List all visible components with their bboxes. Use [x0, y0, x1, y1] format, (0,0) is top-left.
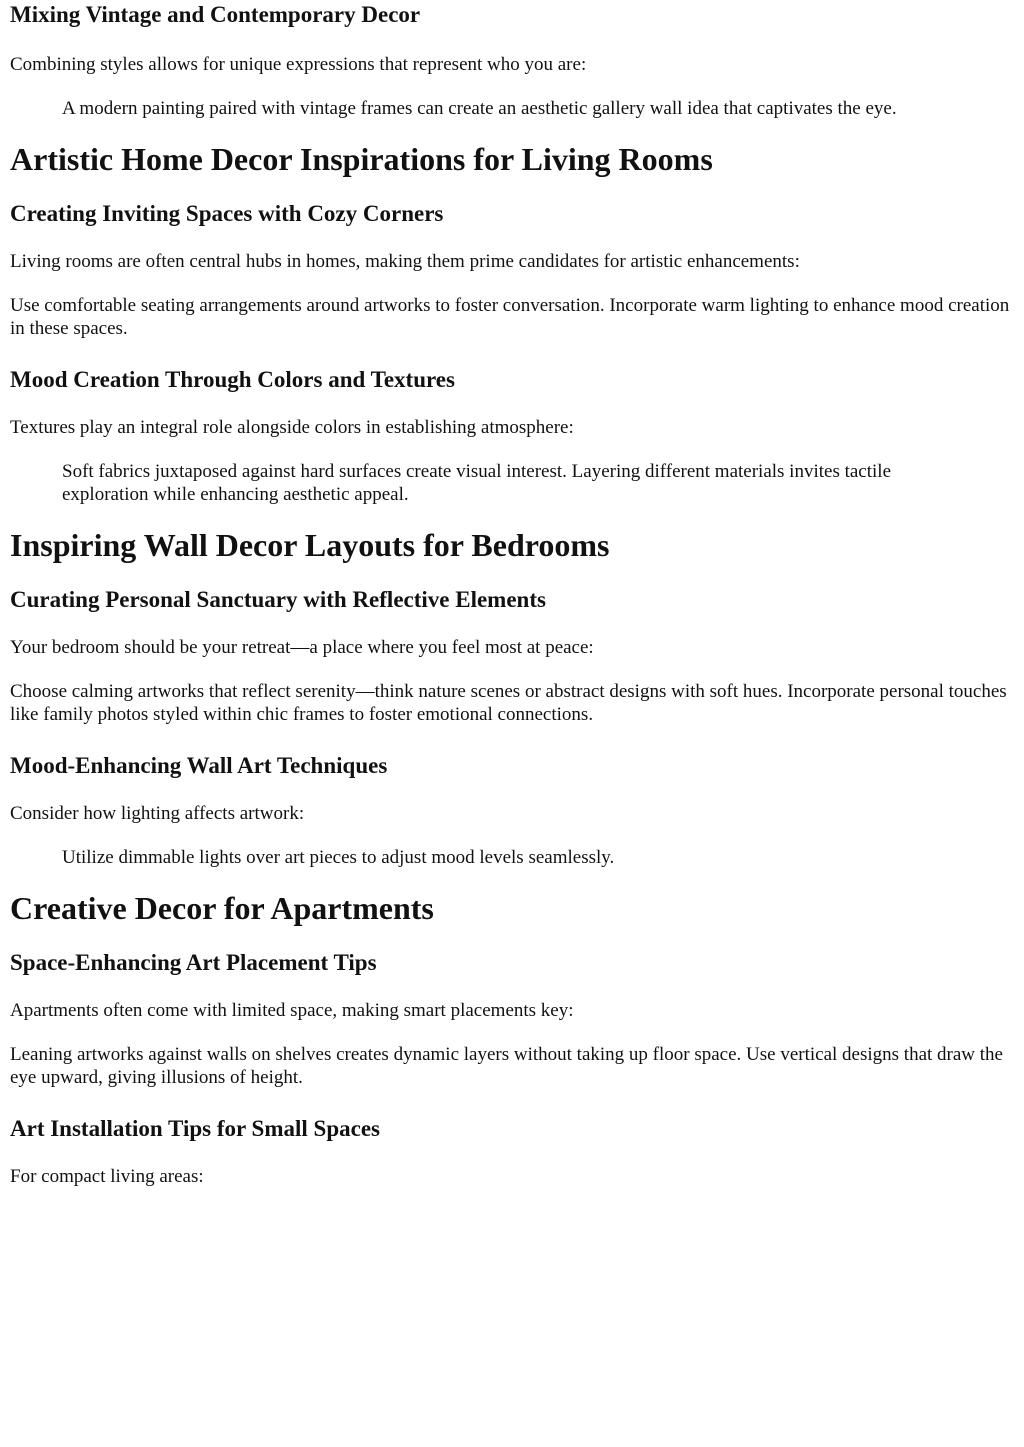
subsection-heading: Art Installation Tips for Small Spaces [10, 1116, 380, 1141]
article [0, 1, 1024, 1188]
section-heading: Artistic Home Decor Inspirations for Living Rooms [10, 141, 713, 177]
section-bedrooms [10, 526, 1014, 869]
section-mixing-vintage [10, 1, 1014, 120]
section-heading: Mixing Vintage and Contemporary Decor [10, 2, 421, 27]
paragraph: Choose calming artworks that reflect serenity—think nature scenes or abstract designs with soft hues. Incorporate personal touches like family photos styled within chic frames to foster emotional connections. [10, 681, 1007, 725]
subsection-heading: Space-Enhancing Art Placement Tips [10, 950, 377, 975]
section-heading: Creative Decor for Apartments [10, 890, 434, 926]
paragraph: Your bedroom should be your retreat—a place where you feel most at peace: [10, 637, 594, 658]
paragraph: Combining styles allows for unique expressions that represent who you are: [10, 54, 587, 75]
paragraph: Consider how lighting affects artwork: [10, 803, 305, 824]
blockquote: A modern painting paired with vintage frames can create an aesthetic gallery wall idea that captivates the eye. [62, 98, 897, 119]
subsection-heading: Mood-Enhancing Wall Art Techniques [10, 753, 388, 778]
section-apartments [10, 889, 1014, 1188]
subsection-heading: Mood Creation Through Colors and Textures [10, 367, 455, 392]
section-heading: Inspiring Wall Decor Layouts for Bedrooms [10, 527, 610, 563]
paragraph: Leaning artworks against walls on shelves creates dynamic layers without taking up floor space. Use vertical designs that draw the eye upward, giving illusions of height. [10, 1044, 1003, 1088]
paragraph: Use comfortable seating arrangements around artworks to foster conversation. Incorporate warm lighting to enhance mood creation in these spaces. [10, 295, 1010, 339]
subsection-heading: Creating Inviting Spaces with Cozy Corners [10, 201, 444, 226]
paragraph: Textures play an integral role alongside colors in establishing atmosphere: [10, 417, 574, 438]
subsection-heading: Curating Personal Sanctuary with Reflective Elements [10, 587, 546, 612]
blockquote: Utilize dimmable lights over art pieces to adjust mood levels seamlessly. [62, 847, 615, 868]
paragraph: For compact living areas: [10, 1166, 204, 1187]
section-living-rooms [10, 140, 1014, 506]
paragraph: Living rooms are often central hubs in homes, making them prime candidates for artistic enhancements: [10, 251, 800, 272]
blockquote: Soft fabrics juxtaposed against hard surfaces create visual interest. Layering different materials invites tactile exploration while enhancing aesthetic appeal. [62, 461, 892, 505]
paragraph: Apartments often come with limited space, making smart placements key: [10, 1000, 574, 1021]
